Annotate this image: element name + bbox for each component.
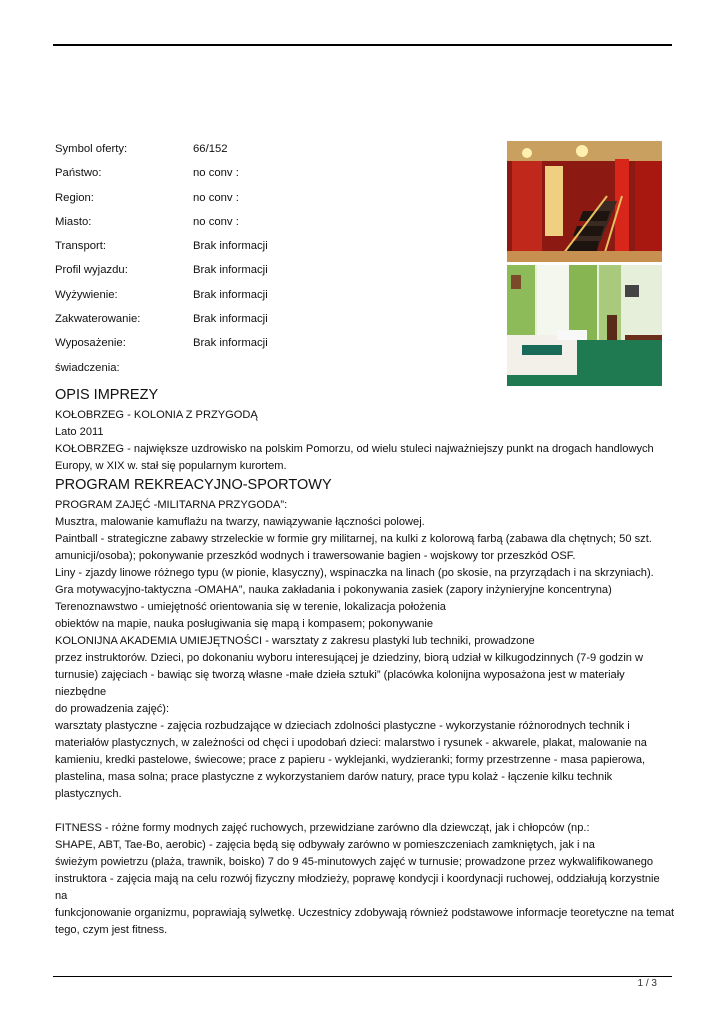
hotel-room-photo [507, 265, 662, 386]
info-label: Symbol oferty: [55, 143, 128, 155]
info-value: Brak informacji [193, 288, 268, 301]
program-line: kamieniu, kredki pastelowe, świecowe; prace z papieru - wyklejanki, wydzieranki; formy przestrzenne - masa papierowa, [55, 754, 646, 766]
program-line: Terenoznawstwo - umiejętność orientowania się w terenie, lokalizacja położenia [55, 601, 446, 613]
top-rule [53, 44, 672, 46]
info-row-services [55, 360, 475, 384]
fitness-line: funkcjonowanie organizmu, poprawiają sylwetkę. Uczestnicy zdobywają również podstawowe informacje teoretyczne na temat [55, 907, 675, 919]
fitness-line: świeżym powietrzu (plaża, trawnik, boisko) 7 do 9 45-minutowych zajęć w turnusie; prowadzone przez wykwalifikowanego [55, 856, 654, 868]
opis-line: Lato 2011 [55, 426, 104, 438]
program-line: KOLONIJNA AKADEMIA UMIEJĘTNOŚCI - warsztaty z zakresu plastyki lub techniki, prowadzone [55, 635, 535, 647]
hotel-lobby-photo [507, 141, 662, 262]
info-label: Zakwaterowanie: [55, 313, 141, 326]
program-line: przez instruktorów. Dzieci, po dokonaniu wyboru interesującej je dziedziny, biorą udział w kilkugodzinnych (7-9 godzin w [55, 652, 644, 664]
info-row-meals [55, 287, 475, 311]
program-line: warsztaty plastyczne - zajęcia rozbudzające w dzieciach zdolności plastyczne - wykorzystanie różnorodnych technik i [55, 720, 630, 732]
program-line: Gra motywacyjno-taktyczna -OMAHA”, nauka zakładania i pokonywania zasiek (zapory inżynieryjne koncentryna) [55, 584, 612, 596]
info-row-city [55, 214, 475, 238]
info-label: Wyżywienie: [55, 288, 118, 301]
program-line: plastycznych. [55, 788, 122, 800]
opis-line: KOŁOBRZEG - największe uzdrowisko na polskim Pomorzu, od wielu stuleci najważniejszy punkt na drogach handlowych [55, 443, 654, 455]
fitness-line: tego, czym jest fitness. [55, 924, 168, 936]
opis-line: Europy, w XIX w. stał się popularnym kurortem. [55, 460, 287, 472]
info-row-profile [55, 262, 475, 286]
info-row-accommodation [55, 311, 475, 335]
info-label: Wyposażenie: [55, 337, 126, 350]
offer-info-table [55, 141, 475, 384]
info-label: Miasto: [55, 215, 92, 228]
info-value: no conv : [193, 167, 239, 180]
bottom-rule [53, 976, 672, 977]
info-value: no conv : [193, 191, 239, 204]
info-value: 66/152 [193, 143, 228, 155]
info-label: Transport: [55, 240, 107, 253]
opis-heading: OPIS IMPREZY [55, 387, 159, 403]
info-row-transport [55, 238, 475, 262]
info-row-symbol [55, 141, 475, 165]
info-value: Brak informacji [193, 337, 268, 350]
program-line: do prowadzenia zajęć): [55, 703, 170, 715]
info-row-country [55, 165, 475, 189]
program-line: PROGRAM ZAJĘĆ -MILITARNA PRZYGODA”: [55, 499, 288, 511]
program-line: Paintball - strategiczne zabawy strzeleckie w formie gry militarnej, na kulki z kolorową farbą (zabawa dla chętnych; 50 szt. [55, 533, 652, 545]
program-line: obiektów na mapie, nauka posługiwania się mapą i kompasem; pokonywanie [55, 618, 434, 630]
info-row-region [55, 190, 475, 214]
info-label: Region: [55, 191, 94, 204]
info-value: Brak informacji [193, 240, 268, 253]
info-label: świadczenia: [55, 361, 120, 374]
program-heading: PROGRAM REKREACYJNO-SPORTOWY [55, 477, 332, 493]
program-line: plastelina, masa solna; prace plastyczne z wykorzystaniem darów natury, prace typu kolaż - łączenie kilku technik [55, 771, 613, 783]
program-line: materiałów plastycznych, w zależności od chęci i upodobań dzieci: malarstwo i rysunek - akwarele, plakat, malowanie na [55, 737, 647, 749]
info-value: Brak informacji [193, 264, 268, 277]
paragraph-gap [55, 803, 675, 820]
opis-line: KOŁOBRZEG - KOLONIA Z PRZYGODĄ [55, 409, 258, 421]
info-value: Brak informacji [193, 313, 268, 326]
program-line: Musztra, malowanie kamuflażu na twarzy, nawiązywanie łączności polowej. [55, 516, 425, 528]
info-value: no conv : [193, 215, 239, 228]
page-number: 1 / 3 [637, 978, 657, 989]
program-line: amunicji/osoba); pokonywanie przeszkód wodnych i trawersowanie bagien - wojskowy tor przeszkód OSF. [55, 550, 576, 562]
fitness-line: instruktora - zajęcia mają na celu rozwój fizyczny młodzieży, poprawę kondycji i koordynacji ruchowej, oddziałują korzystnie na [55, 873, 660, 902]
info-label: Profil wyjazdu: [55, 264, 128, 277]
fitness-line: FITNESS - różne formy modnych zajęć ruchowych, przewidziane zarówno dla dziewcząt, jak i chłopców (np.: [55, 822, 590, 834]
info-label: Państwo: [55, 167, 102, 180]
info-row-equipment [55, 335, 475, 359]
program-line: Liny - zjazdy linowe różnego typu (w pionie, klasyczny), wspinaczka na linach (po skosie, na przyrządach i na skrzyniach). [55, 567, 654, 579]
program-line: turnusie) zajęciach - bawiąc się tworzą własne -małe dzieła sztuki” (placówka kolonijna wyposażona jest w materiały niezbędne [55, 669, 625, 698]
fitness-line: SHAPE, ABT, Tae-Bo, aerobic) - zajęcia będą się odbywały zarówno w pomieszczeniach zamkniętych, jak i na [55, 839, 595, 851]
offer-description [55, 385, 675, 939]
